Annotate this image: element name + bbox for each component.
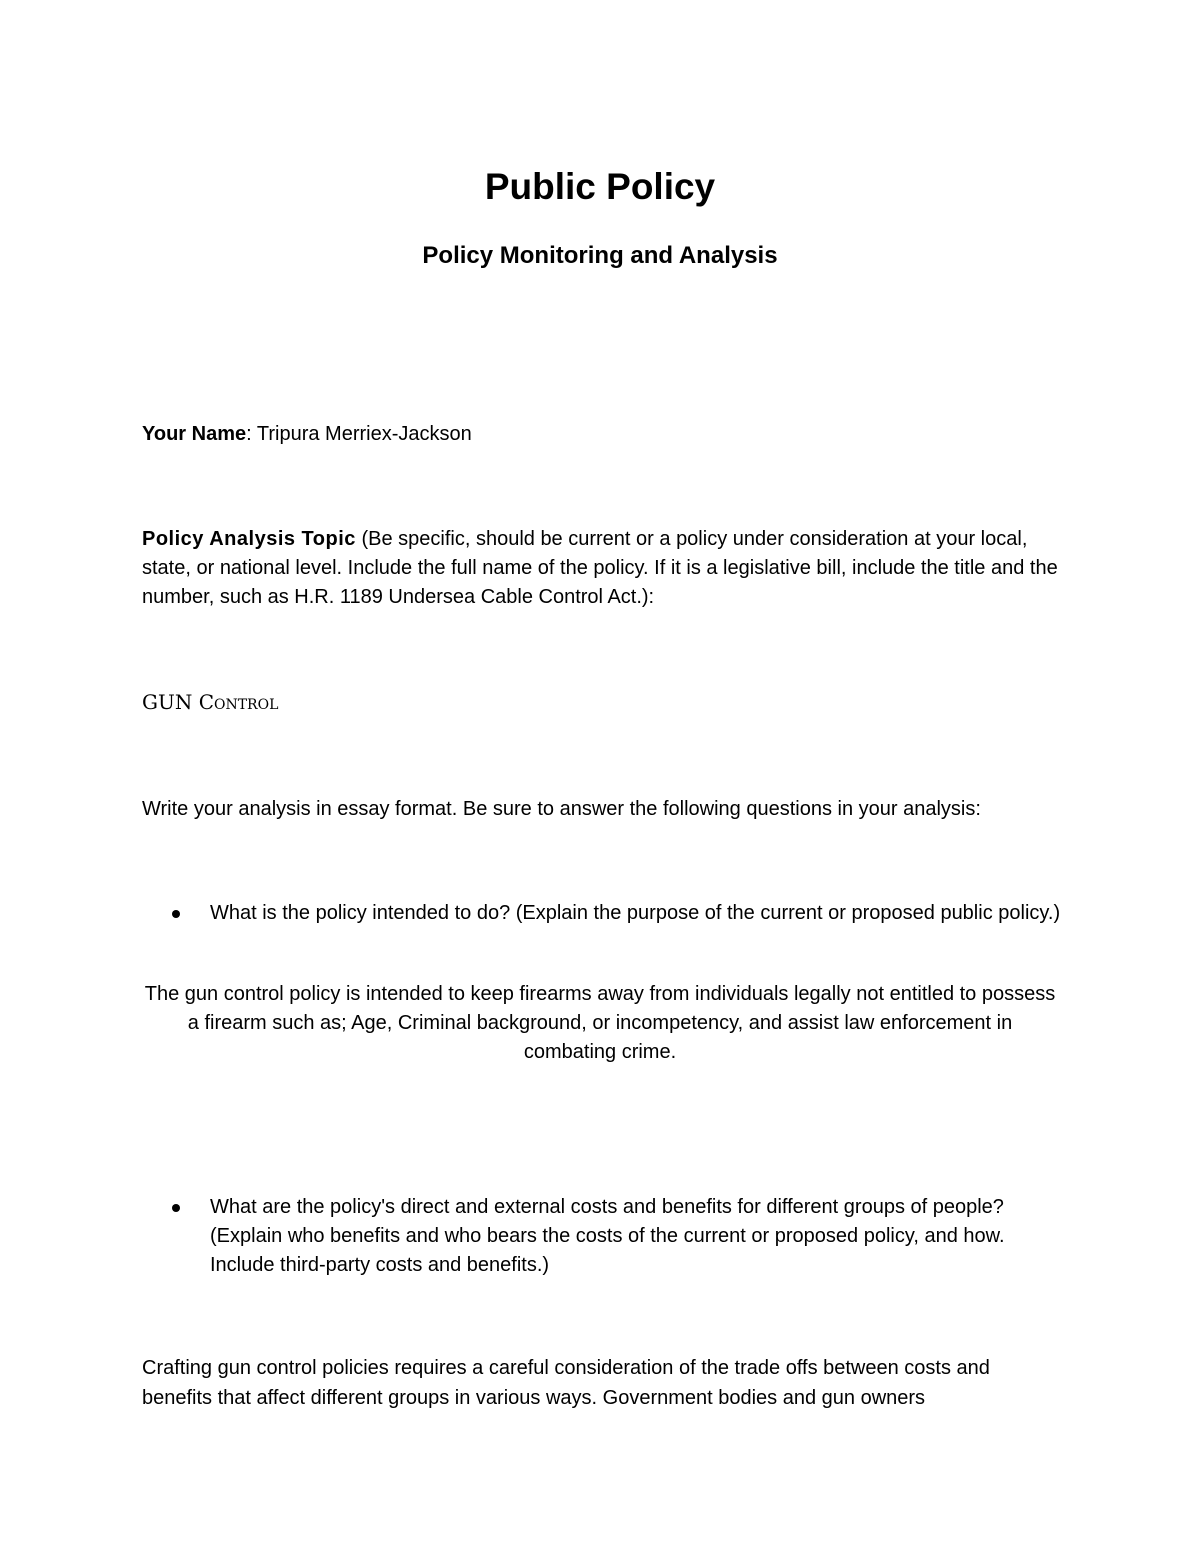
topic-instructions: (Be specific, should be current or a policy under consideration at your local, state, or national level. Include the full name of the policy. If it is a legislative bill, include the title and the number, such as H.R. 1189 Undersea Cable Control Act.): (142, 528, 1058, 608)
document-subtitle: Policy Monitoring and Analysis (422, 242, 778, 269)
name-label: Your Name (142, 423, 247, 445)
topic-field (142, 525, 1062, 612)
bullet-icon (172, 910, 180, 918)
answer-text: Crafting gun control policies requires a careful consideration of the trade offs between costs and benefits that affect different groups in various ways. Government bodies and gun owners (142, 1357, 990, 1409)
question-item (172, 1193, 1062, 1280)
question-text: What is the policy intended to do? (Explain the purpose of the current or proposed public policy.) (210, 902, 1061, 924)
question-item (172, 899, 1062, 928)
bullet-icon (172, 1204, 180, 1212)
name-field (142, 420, 1062, 449)
name-value: Tripura Merriex-Jackson (256, 423, 472, 445)
name-separator: : (246, 423, 257, 445)
topic-answer: GUN Control (142, 690, 279, 714)
topic-label: Policy Analysis Topic (142, 528, 356, 550)
question-text: What are the policy's direct and external costs and benefits for different groups of people? (Explain who benefits and who bears the costs of the current or proposed policy, and how. Include third-party costs and benefits.) (210, 1196, 1005, 1276)
essay-instructions: Write your analysis in essay format. Be sure to answer the following questions in your analysis: (142, 798, 981, 820)
answer-text: The gun control policy is intended to keep firearms away from individuals legally not entitled to possess a firearm such as; Age, Criminal background, or incompetency, and assist law enforcement in combating crime. (144, 983, 1056, 1063)
document-title: Public Policy (484, 166, 716, 207)
